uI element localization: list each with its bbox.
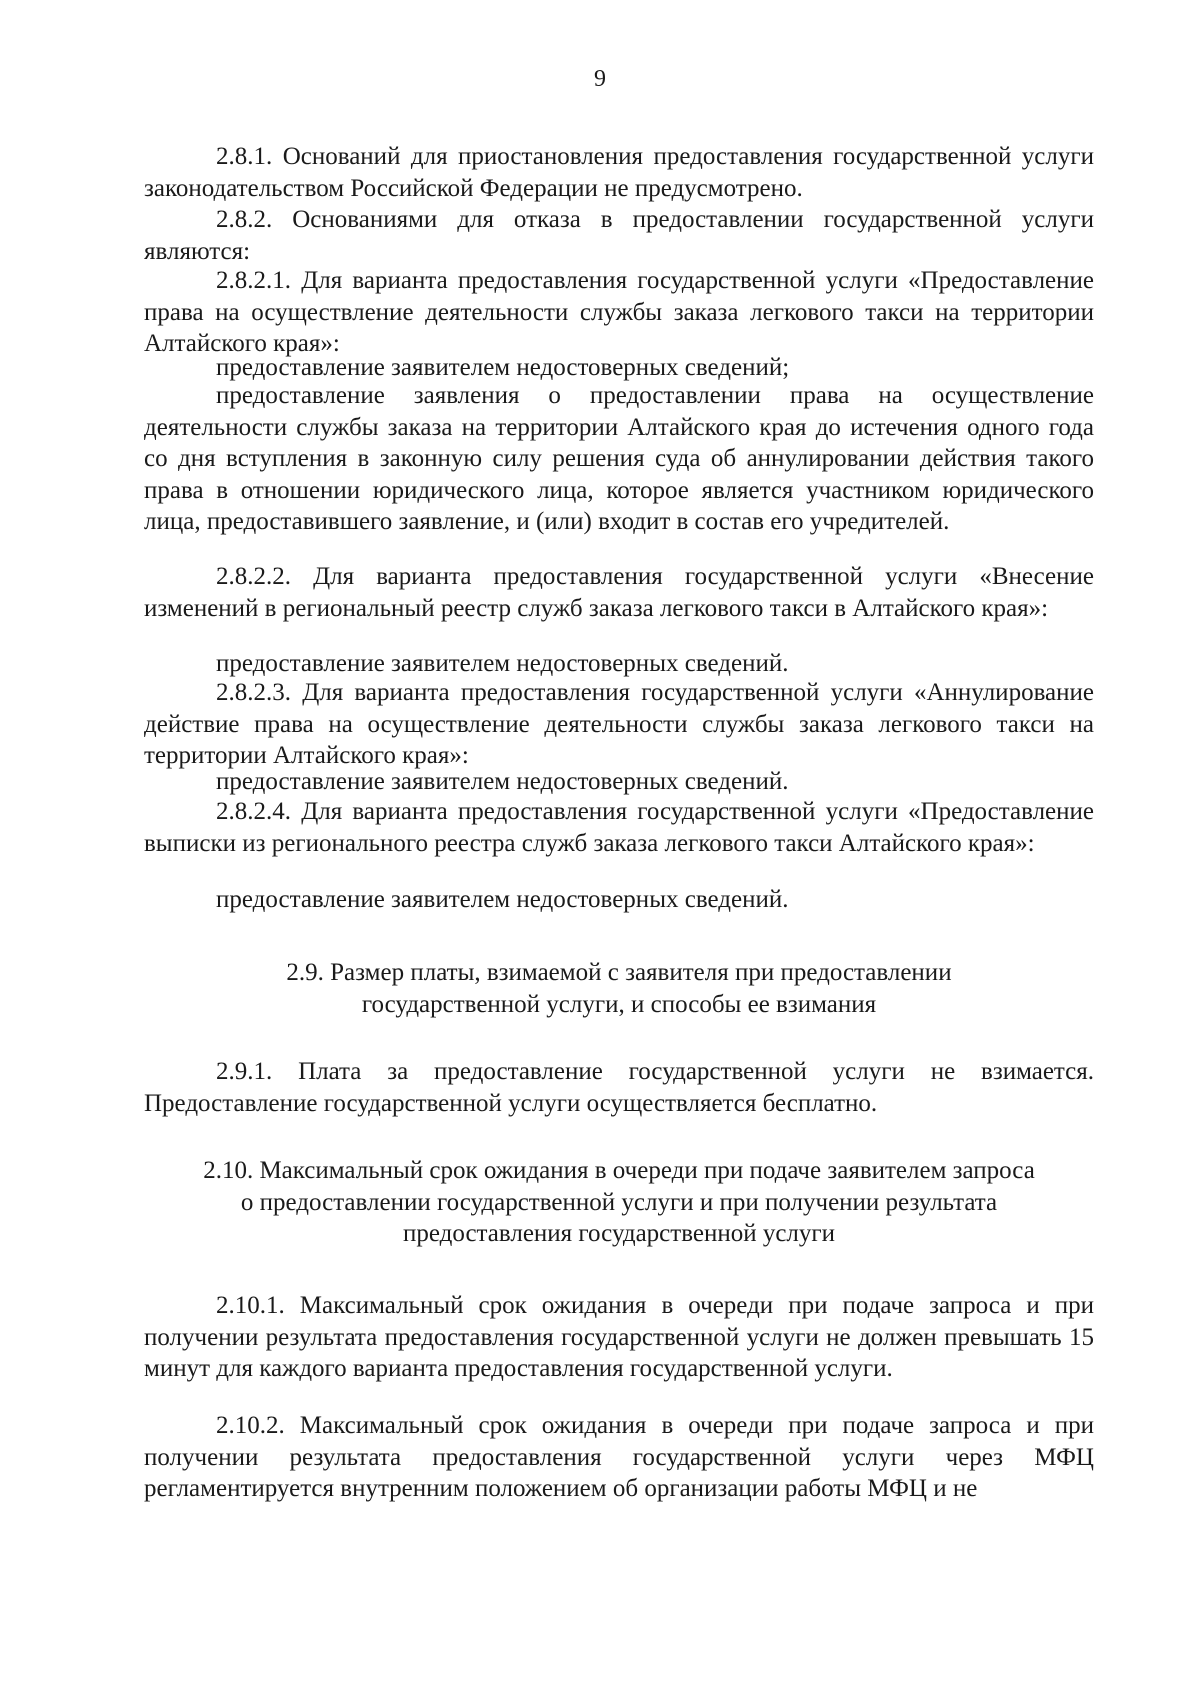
section-heading-2-10 bbox=[144, 1155, 1094, 1250]
heading-line: 2.9. Размер платы, взимаемой с заявителя при предоставлении bbox=[286, 959, 952, 986]
paragraph-reason-3: предоставление заявителем недостоверных сведений. bbox=[216, 650, 789, 677]
paragraph-2-10-1: 2.10.1. Максимальный срок ожидания в очереди при подаче запроса и при получении результата предоставления государственной услуги не должен превышать 15 минут для каждого варианта предоставления государственной услуги. bbox=[144, 1292, 1094, 1382]
heading-line: государственной услуги, и способы ее взимания bbox=[361, 990, 877, 1018]
heading-line: предоставления государственной услуги bbox=[402, 1220, 836, 1247]
paragraph-2-8-1: 2.8.1. Оснований для приостановления предоставления государственной услуги законодательством Российской Федерации не предусмотрено. bbox=[144, 143, 1094, 202]
paragraph-reason-2: предоставление заявления о предоставлении права на осуществление деятельности службы заказа на территории Алтайского края до истечения одного года со дня вступления в законную силу решения суда об аннулировании действия такого права в отношении юридического лица, которое является участником юридического лица, предоставившего заявление, и (или) входит в состав его учредителей. bbox=[144, 382, 1094, 535]
paragraph-2-10-2: 2.10.2. Максимальный срок ожидания в очереди при подаче запроса и при получении результата предоставления государственной услуги через МФЦ регламентируется внутренним положением об организации работы МФЦ и не bbox=[144, 1412, 1094, 1502]
paragraph-reason-5: предоставление заявителем недостоверных сведений. bbox=[216, 886, 789, 913]
paragraph-2-9-1: 2.9.1. Плата за предоставление государственной услуги не взимается. Предоставление государственной услуги осуществляется бесплатно. bbox=[144, 1058, 1094, 1117]
paragraph-reason-1: предоставление заявителем недостоверных сведений; bbox=[216, 354, 790, 381]
section-heading-2-9 bbox=[144, 957, 1094, 1020]
heading-line: 2.10. Максимальный срок ожидания в очереди при подаче заявителем запроса bbox=[203, 1157, 1035, 1184]
paragraph-2-8-2-4: 2.8.2.4. Для варианта предоставления государственной услуги «Предоставление выписки из регионального реестра служб заказа легкового такси Алтайского края»: bbox=[144, 798, 1094, 857]
paragraph-2-8-2-3: 2.8.2.3. Для варианта предоставления государственной услуги «Аннулирование действие права на осуществление деятельности службы заказа легкового такси на территории Алтайского края»: bbox=[144, 679, 1094, 769]
paragraph-reason-4: предоставление заявителем недостоверных сведений. bbox=[216, 768, 789, 795]
heading-line: о предоставлении государственной услуги и при получении результата bbox=[240, 1188, 998, 1216]
paragraph-2-8-2: 2.8.2. Основаниями для отказа в предоставлении государственной услуги являются: bbox=[144, 206, 1094, 265]
paragraph-2-8-2-2: 2.8.2.2. Для варианта предоставления государственной услуги «Внесение изменений в региональный реестр служб заказа легкового такси в Алтайского края»: bbox=[144, 563, 1094, 622]
paragraph-2-8-2-1: 2.8.2.1. Для варианта предоставления государственной услуги «Предоставление права на осуществление деятельности службы заказа легкового такси на территории Алтайского края»: bbox=[144, 267, 1094, 357]
page-number: 9 bbox=[594, 66, 606, 92]
